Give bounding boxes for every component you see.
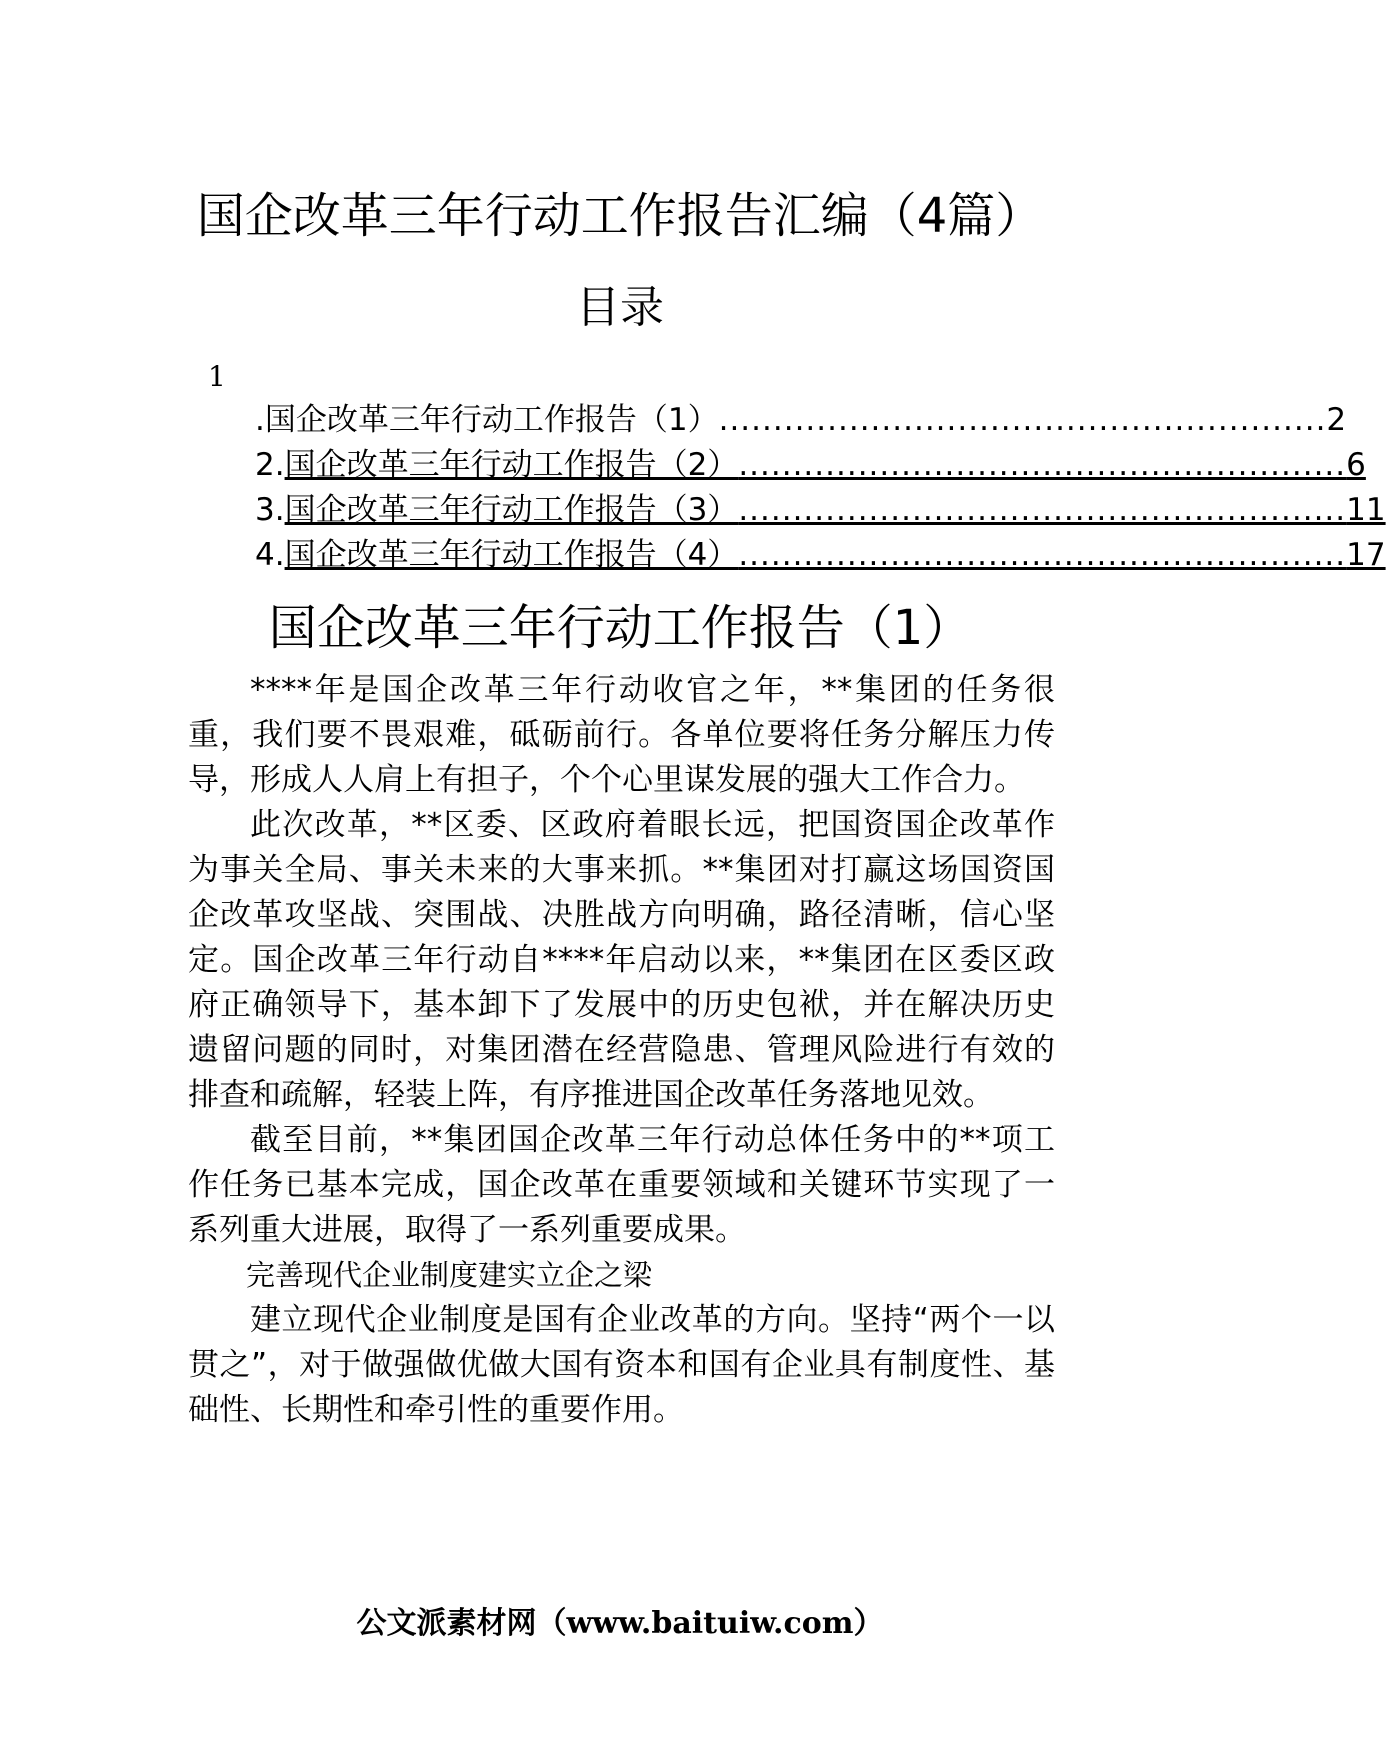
body-text [188,668,1055,1433]
paragraph: ****年是国企改革三年行动收官之年，**集团的任务很重，我们要不畏艰难，砥砺前行。各单位要将任务分解压力传导，形成人人肩上有担子，个个心里谋发展的强大工作合力。 [188,672,1055,798]
toc-entry-number: 3. [255,492,285,528]
toc-entry-text: 国企改革三年行动工作报告（3） [284,492,739,528]
toc-stray-number: 1 [208,360,226,393]
page-footer: 公文派素材网（www.baituiw.com） [356,1606,884,1641]
toc-entry-4[interactable] [255,535,1386,580]
toc-entry-page: 6 [1346,447,1366,483]
toc-entry-link[interactable] [285,535,1386,575]
toc-leader-dots: ........................................................ [718,402,1327,438]
toc-entry-link[interactable] [265,400,1346,440]
toc-entry-page: 2 [1326,402,1347,438]
subheading: 完善现代企业制度建实立企之梁 [246,1258,653,1292]
paragraph: 此次改革，**区委、区政府着眼长远，把国资国企改革作为事关全局、事关未来的大事来抓。**集团对打赢这场国资国企改革攻坚战、突围战、决胜战方向明确，路径清晰，信心坚定。国企改革三年行动自****年启动以来，**集团在区委区政府正确领导下，基本卸下了发展中的历史包袱，并在解决历史遗留问题的同时，对集团潜在经营隐患、管理风险进行有效的排查和疏解，轻装上阵，有序推进国企改革任务落地见效。 [188,807,1055,1113]
toc-leader-dots: ........................................................ [738,447,1347,483]
toc-entry-number: 4. [255,537,285,573]
toc-entry-link[interactable] [285,490,1386,530]
toc-leader-dots: ........................................................ [738,537,1347,573]
toc-entry-number: . [255,402,265,438]
toc-entry-text: 国企改革三年行动工作报告（2） [284,447,739,483]
table-of-contents [255,400,1386,580]
toc-entry-link[interactable] [285,445,1366,485]
toc-entry-page: 17 [1346,537,1386,573]
toc-entry-number: 2. [255,447,285,483]
paragraph: 建立现代企业制度是国有企业改革的方向。坚持“两个一以贯之”，对于做强做优做大国有资本和国有企业具有制度性、基础性、长期性和牵引性的重要作用。 [188,1302,1055,1428]
toc-entry-1[interactable] [255,400,1347,445]
document-title: 国企改革三年行动工作报告汇编（4篇） [196,188,1044,244]
section-title: 国企改革三年行动工作报告（1） [268,600,972,656]
toc-entry-text: 国企改革三年行动工作报告（1） [264,402,719,438]
toc-entry-2[interactable] [255,445,1366,490]
toc-entry-text: 国企改革三年行动工作报告（4） [284,537,739,573]
toc-entry-3[interactable] [255,490,1386,535]
toc-leader-dots: ........................................................ [738,492,1347,528]
toc-entry-page: 11 [1346,492,1386,528]
paragraph: 截至目前，**集团国企改革三年行动总体任务中的**项工作任务已基本完成，国企改革在重要领域和关键环节实现了一系列重大进展，取得了一系列重要成果。 [188,1122,1055,1248]
toc-heading: 目录 [576,282,664,333]
